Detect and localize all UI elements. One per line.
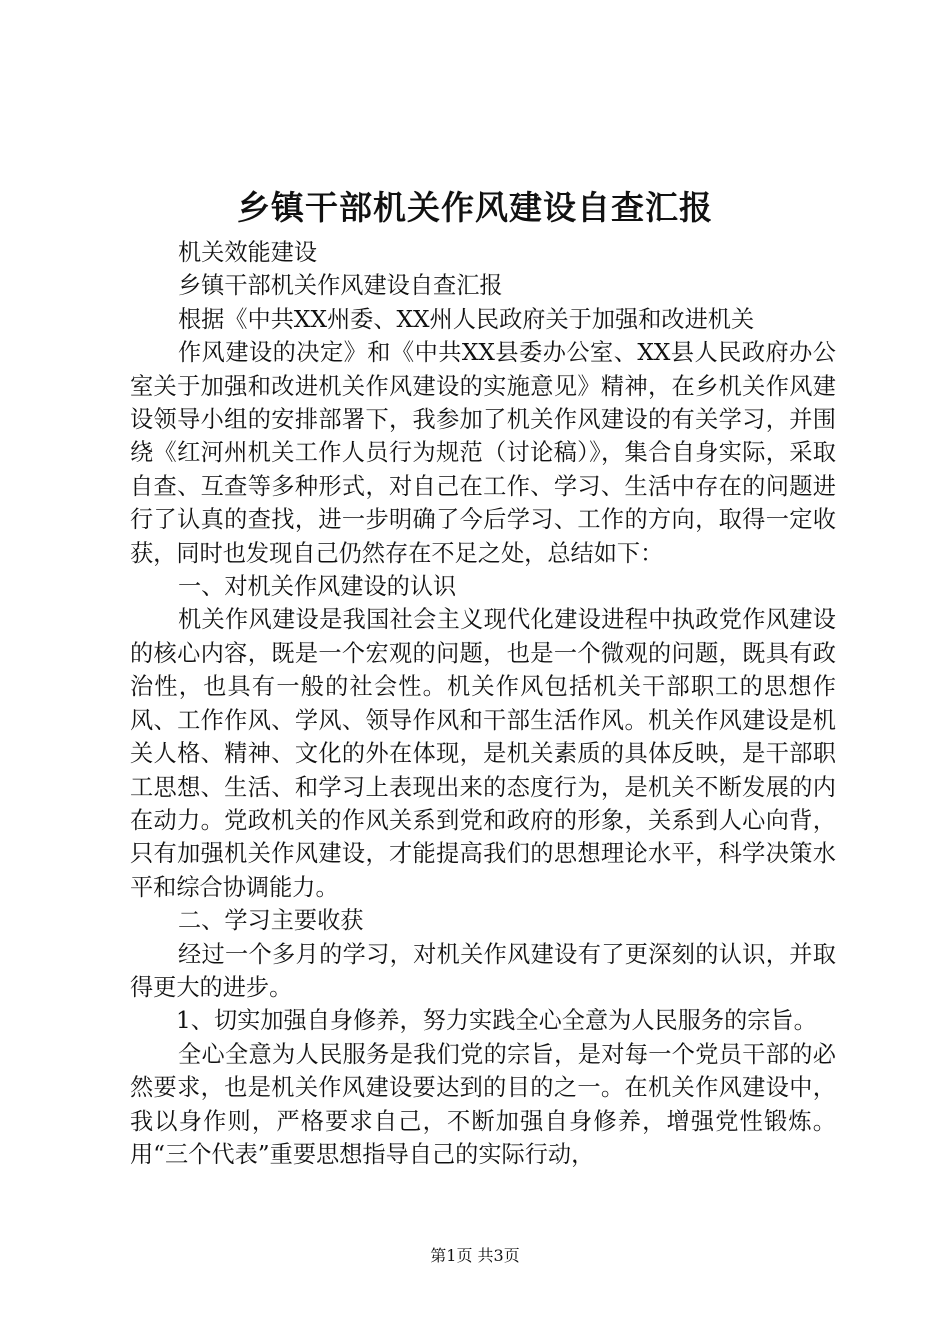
paragraph-heading: 乡镇干部机关作风建设自查汇报 bbox=[178, 272, 503, 300]
document-body bbox=[130, 236, 836, 1171]
page-footer: 第1页 共3页 bbox=[430, 1246, 520, 1265]
paragraph-service: 全心全意为人民服务是我们党的宗旨，是对每一个党员干部的必然要求，也是机关作风建设要达到的目的之一。在机关作风建设中，我以身作则，严格要求自己，不断加强自身修养，增强党性锻炼。用“三个代表”重要思想指导自己的实际行动， bbox=[130, 1040, 836, 1168]
paragraph-study-result: 经过一个多月的学习，对机关作风建设有了更深刻的认识，并取得更大的进步。 bbox=[130, 940, 836, 1001]
paragraph-subject: 机关效能建设 bbox=[178, 239, 318, 266]
section-heading-2: 二、学习主要收获 bbox=[178, 907, 364, 935]
subsection-heading-1: 1、切实加强自身修养，努力实践全心全意为人民服务的宗旨。 bbox=[176, 1007, 817, 1035]
paragraph-basis-line: 根据《中共XX州委、XX州人民政府关于加强和改进机关 bbox=[178, 305, 755, 333]
document-title: 乡镇干部机关作风建设自查汇报 bbox=[237, 188, 713, 227]
paragraph-intro: 作风建设的决定》和《中共XX县委办公室、XX县人民政府办公室关于加强和改进机关作风建设的实施意见》精神，在乡机关作风建设领导小组的安排部署下，我参加了机关作风建设的有关学习，并围绕《红河州机关工作人员行为规范（讨论稿）》，集合自身实际，采取自查、互查等多种形式，对自己在工作、学习、生活中存在的问题进行了认真的查找，进一步明确了今后学习、工作的方向，取得一定收获，同时也发现自己仍然存在不足之处，总结如下： bbox=[130, 339, 836, 567]
paragraph-understanding: 机关作风建设是我国社会主义现代化建设进程中执政党作风建设的核心内容，既是一个宏观的问题，也是一个微观的问题，既具有政治性，也具有一般的社会性。机关作风包括机关干部职工的思想作风、工作作风、学风、领导作风和干部生活作风。机关作风建设是机关人格、精神、文化的外在体现，是机关素质的具体反映，是干部职工思想、生活、和学习上表现出来的态度行为，是机关不断发展的内在动力。党政机关的作风关系到党和政府的形象，关系到人心向背，只有加强机关作风建设，才能提高我们的思想理论水平，科学决策水平和综合协调能力。 bbox=[130, 606, 836, 901]
section-heading-1: 一、对机关作风建设的认识 bbox=[178, 573, 457, 601]
